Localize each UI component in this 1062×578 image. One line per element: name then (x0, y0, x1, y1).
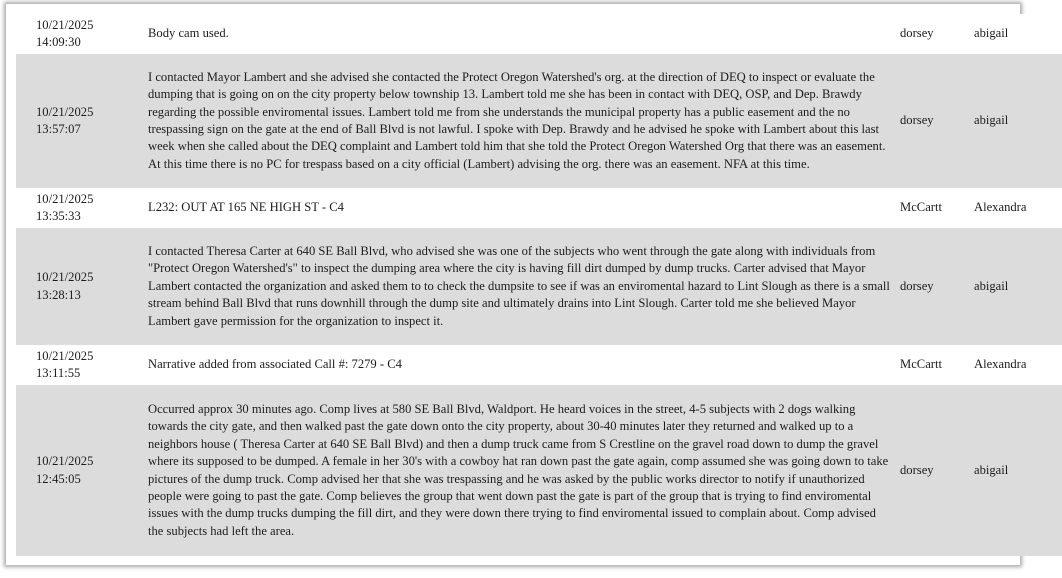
entry-date: 10/21/2025 (36, 454, 94, 469)
table-row (16, 228, 1062, 345)
datetime-cell (16, 228, 144, 345)
entry-date: 10/21/2025 (36, 191, 94, 206)
narrative-log-table (16, 14, 1062, 556)
datetime-cell (16, 54, 144, 188)
officer-name: dorsey (900, 54, 974, 188)
user-name: abigail (974, 14, 1062, 54)
narrative-text: I contacted Mayor Lambert and she advised she contacted the Protect Oregon Watershed's org. at the direction of DEQ to inspect or evaluate the dumping that is going on on the city property below township 13. Lambert told me she has been in contact with DEQ, OSP, and Dep. Brawdy regarding the possible enviromental issues. Lambert told me from she understands the municipal property has a public easement and the no trespassing sign on the gate at the end of Ball Blvd is not lawful. I spoke with Dep. Brawdy and he advised he spoke with Lambert about this last week when she called about the DEQ complaint and Lambert told him that she told the Protect Oregon Watershed Org that there was an easement. At this time there is no PC for trespass based on a city official (Lambert) advising the org. there was an easement. NFA at this time. (144, 54, 900, 188)
narrative-text: Narrative added from associated Call #: 7279 - C4 (144, 345, 900, 385)
table-row (16, 14, 1062, 54)
table-row (16, 54, 1062, 188)
entry-time: 13:28:13 (36, 287, 81, 302)
narrative-log-panel (6, 4, 1027, 565)
user-name: abigail (974, 385, 1062, 556)
user-name: abigail (974, 228, 1062, 345)
datetime-cell (16, 188, 144, 228)
entry-time: 13:11:55 (36, 366, 81, 380)
entry-date: 10/21/2025 (36, 104, 94, 119)
datetime-cell (16, 14, 144, 54)
user-name: abigail (974, 54, 1062, 188)
entry-time: 13:57:07 (36, 122, 81, 136)
narrative-text: Occurred approx 30 minutes ago. Comp lives at 580 SE Ball Blvd, Waldport. He heard voices in the street, 4-5 subjects with 2 dogs walking towards the city gate, and then walked past the gate down onto the city property, about 30-40 minutes later they returned and walked up to a neighbors house ( Theresa Carter at 640 SE Ball Blvd) and then a dump truck came from S Crestline on the gravel road down to dump the gravel where its supposed to be dumped. A female in her 30's with a cowboy hat ran down past the gate again, comp assumed she was going down to take pictures of the dump truck. Comp advised her that she was trespassing and he was asked by the public works director to notify if unauthorized people were going to past the gate. Comp believes the group that went down past the gate is part of the group that is trying to find enviromental issues with the dump trucks dumping the fill dirt, and they were down there trying to find enviromental issued to complain about. Comp advised the subjects had left the area. (144, 385, 900, 556)
narrative-text: I contacted Theresa Carter at 640 SE Ball Blvd, who advised she was one of the subjects who went through the gate along with individuals from "Protect Oregon Watershed's" to inspect the dumping area where the city is having fill dirt dumped by dump trucks. Carter advised that Mayor Lambert contacted the organization and asked them to to check the dumpsite to see if was an enviromental hazard to Lint Slough as there is a small stream behind Ball Blvd that runs downhill through the dump site and ultimately drains into Lint Slough. Carter told me she believed Mayor Lambert gave permission for the organization to inspect it. (144, 228, 900, 345)
datetime-cell (16, 345, 144, 385)
entry-date: 10/21/2025 (36, 348, 94, 363)
entry-date: 10/21/2025 (36, 270, 94, 285)
table-row (16, 345, 1062, 385)
officer-name: McCartt (900, 188, 974, 228)
officer-name: dorsey (900, 385, 974, 556)
table-row (16, 188, 1062, 228)
officer-name: dorsey (900, 14, 974, 54)
user-name: Alexandra (974, 345, 1062, 385)
narrative-text: L232: OUT AT 165 NE HIGH ST - C4 (144, 188, 900, 228)
datetime-cell (16, 385, 144, 556)
officer-name: dorsey (900, 228, 974, 345)
table-row (16, 385, 1062, 556)
entry-time: 13:35:33 (36, 209, 81, 223)
entry-time: 14:09:30 (36, 35, 81, 49)
entry-time: 12:45:05 (36, 471, 81, 486)
officer-name: McCartt (900, 345, 974, 385)
narrative-text: Body cam used. (144, 14, 900, 54)
entry-date: 10/21/2025 (36, 17, 94, 32)
user-name: Alexandra (974, 188, 1062, 228)
